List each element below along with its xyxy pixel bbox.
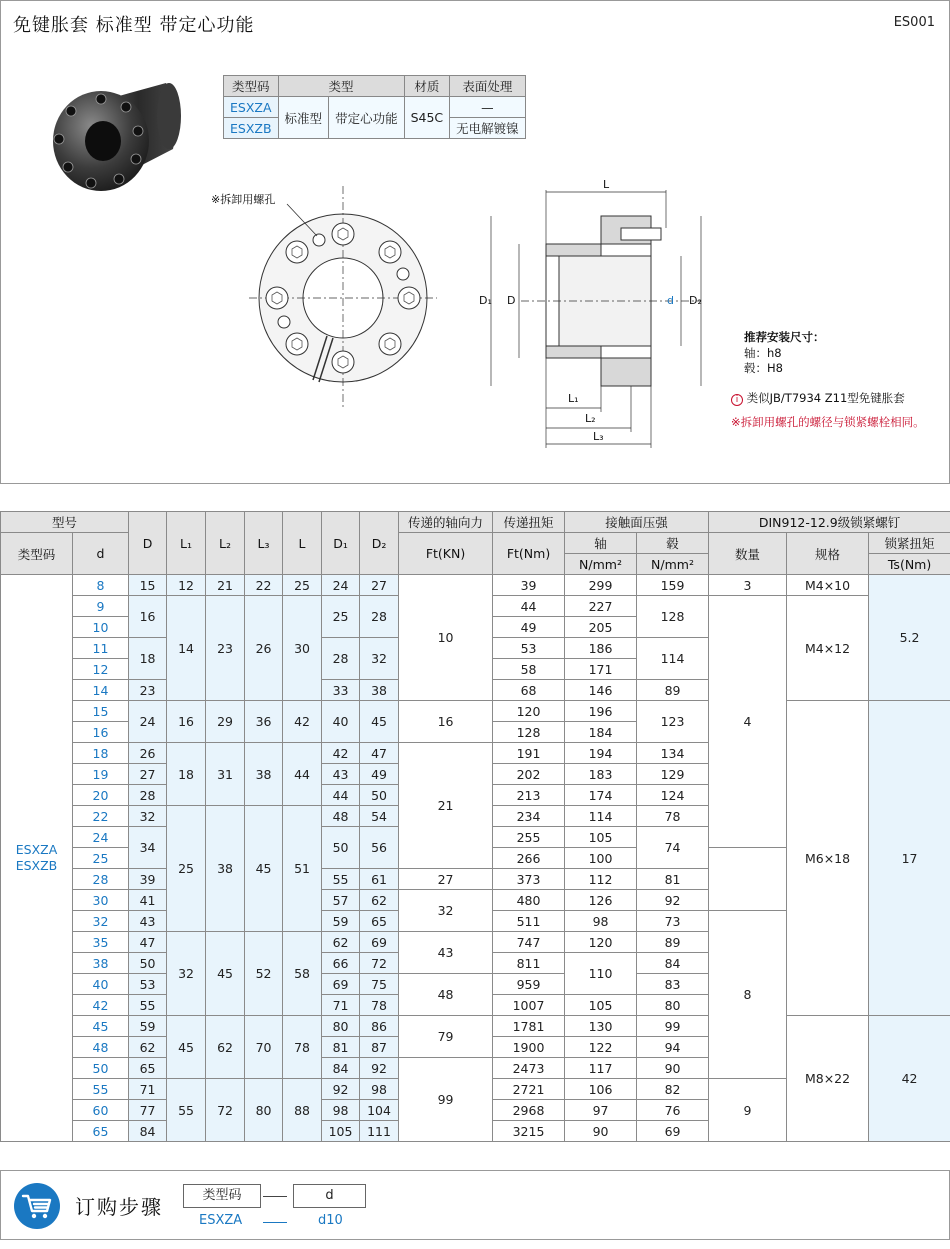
L-cell: 25	[283, 575, 322, 596]
spec-cell: M8×22	[787, 1016, 869, 1142]
th-spec: 规格	[787, 533, 869, 575]
dim-D2: D₂	[689, 294, 702, 307]
d-cell: 38	[73, 953, 129, 974]
hub-pressure-cell: 89	[637, 680, 709, 701]
hub-pressure-cell: 129	[637, 764, 709, 785]
install-hub: 毂：H8	[744, 361, 783, 375]
hub-pressure-cell: 123	[637, 701, 709, 743]
d-cell: 32	[73, 911, 129, 932]
L1-cell: 12	[167, 575, 206, 596]
shaft-pressure-cell: 106	[565, 1079, 637, 1100]
D1-cell: 98	[322, 1100, 360, 1121]
D2-cell: 86	[360, 1016, 399, 1037]
shaft-pressure-cell: 105	[565, 827, 637, 848]
torque-cell: 213	[493, 785, 565, 806]
L2-cell: 29	[206, 701, 245, 743]
dim-D: D	[507, 294, 516, 307]
spec-header-material: 材质	[404, 76, 450, 97]
axial-cell: 32	[399, 890, 493, 932]
D-cell: 53	[129, 974, 167, 995]
hub-pressure-cell: 76	[637, 1100, 709, 1121]
qty-cell: 9	[709, 1079, 787, 1142]
hub-pressure-cell: 73	[637, 911, 709, 932]
D2-cell: 49	[360, 764, 399, 785]
type-code-cell: ESXZA ESXZB	[1, 575, 73, 1142]
L1-cell: 16	[167, 701, 206, 743]
D1-cell: 66	[322, 953, 360, 974]
torque-cell: 2721	[493, 1079, 565, 1100]
D2-cell: 47	[360, 743, 399, 764]
spec-header-type: 类型	[278, 76, 404, 97]
torque-cell: 128	[493, 722, 565, 743]
shaft-pressure-cell: 146	[565, 680, 637, 701]
hub-pressure-cell: 159	[637, 575, 709, 596]
hub-pressure-cell: 81	[637, 869, 709, 890]
removal-note: ※拆卸用螺孔的螺径与锁紧螺栓相同。	[731, 415, 925, 429]
info-icon: i	[731, 394, 743, 406]
d-cell: 28	[73, 869, 129, 890]
order-steps-panel	[0, 1170, 950, 1240]
D2-cell: 72	[360, 953, 399, 974]
install-shaft: 轴：h8	[744, 346, 782, 360]
shaft-pressure-cell: 120	[565, 932, 637, 953]
spec-type-standard: 标准型	[278, 97, 329, 139]
hub-pressure-cell: 82	[637, 1079, 709, 1100]
th-L1: L₁	[167, 512, 206, 575]
shaft-pressure-cell: 98	[565, 911, 637, 932]
th-D: D	[129, 512, 167, 575]
th-shaft: 轴	[565, 533, 637, 554]
hub-pressure-cell: 74	[637, 827, 709, 869]
torque-cell: 234	[493, 806, 565, 827]
torque-cell: 44	[493, 596, 565, 617]
D-cell: 41	[129, 890, 167, 911]
L3-cell: 45	[245, 806, 283, 932]
axial-cell: 99	[399, 1058, 493, 1142]
th-lock-torque: 锁紧扭矩	[869, 533, 950, 554]
D-cell: 24	[129, 701, 167, 743]
d-cell: 60	[73, 1100, 129, 1121]
D-cell: 32	[129, 806, 167, 827]
D2-cell: 75	[360, 974, 399, 995]
th-model: 型号	[1, 512, 129, 533]
qty-cell: 4	[709, 596, 787, 848]
th-ft-nm: Ft(Nm)	[493, 533, 565, 575]
table-row	[1, 1016, 950, 1037]
torque-cell: 120	[493, 701, 565, 722]
d-cell: 20	[73, 785, 129, 806]
spec-code-a: ESXZA	[224, 97, 279, 118]
order-example-code: ESXZA	[199, 1213, 243, 1228]
axial-cell: 48	[399, 974, 493, 1016]
L2-cell: 31	[206, 743, 245, 806]
dim-L1: L₁	[568, 392, 579, 405]
D-cell: 77	[129, 1100, 167, 1121]
torque-cell: 480	[493, 890, 565, 911]
D-cell: 15	[129, 575, 167, 596]
d-cell: 55	[73, 1079, 129, 1100]
table-row	[1, 701, 950, 722]
hub-pressure-cell: 80	[637, 995, 709, 1016]
D2-cell: 32	[360, 638, 399, 680]
th-screw: DIN912-12.9级锁紧螺钉	[709, 512, 950, 533]
L3-cell: 26	[245, 596, 283, 701]
th-D2: D₂	[360, 512, 399, 575]
product-photo	[41, 71, 191, 211]
th-torque: 传递扭矩	[493, 512, 565, 533]
th-hub: 毂	[637, 533, 709, 554]
dim-L2: L₂	[585, 412, 596, 425]
L3-cell: 38	[245, 743, 283, 806]
install-title: 推荐安装尺寸：	[744, 330, 825, 344]
L-cell: 58	[283, 932, 322, 1016]
torque-cell: 53	[493, 638, 565, 659]
D1-cell: 80	[322, 1016, 360, 1037]
d-cell: 48	[73, 1037, 129, 1058]
torque-cell: 39	[493, 575, 565, 596]
order-title: 订购步骤	[75, 1195, 163, 1219]
D-cell: 26	[129, 743, 167, 764]
th-L: L	[283, 512, 322, 575]
torque-cell: 2968	[493, 1100, 565, 1121]
shaft-pressure-cell: 171	[565, 659, 637, 680]
axial-cell: 27	[399, 869, 493, 890]
shaft-pressure-cell: 299	[565, 575, 637, 596]
D2-cell: 78	[360, 995, 399, 1016]
D2-cell: 50	[360, 785, 399, 806]
torque-cell: 255	[493, 827, 565, 848]
order-example-d: d10	[318, 1213, 343, 1228]
th-D1: D₁	[322, 512, 360, 575]
order-example-dash	[263, 1222, 287, 1223]
qty-cell: 3	[709, 575, 787, 596]
D-cell: 28	[129, 785, 167, 806]
spec-surface-a: —	[450, 97, 526, 118]
th-ts: Ts(Nm)	[869, 554, 950, 575]
qty-cell: 8	[709, 911, 787, 1079]
hub-pressure-cell: 134	[637, 743, 709, 764]
torque-cell: 266	[493, 848, 565, 869]
D1-cell: 81	[322, 1037, 360, 1058]
spec-code-b: ESXZB	[224, 118, 279, 139]
L1-cell: 45	[167, 1016, 206, 1079]
D2-cell: 87	[360, 1037, 399, 1058]
D1-cell: 55	[322, 869, 360, 890]
torque-cell: 202	[493, 764, 565, 785]
th-axial: 传递的轴向力	[399, 512, 493, 533]
D-cell: 16	[129, 596, 167, 638]
d-cell: 42	[73, 995, 129, 1016]
D2-cell: 56	[360, 827, 399, 869]
th-ft-kn: Ft(KN)	[399, 533, 493, 575]
L2-cell: 45	[206, 932, 245, 1016]
th-pressure: 接触面压强	[565, 512, 709, 533]
D1-cell: 40	[322, 701, 360, 743]
d-cell: 9	[73, 596, 129, 617]
L-cell: 30	[283, 596, 322, 701]
th-L3: L₃	[245, 512, 283, 575]
d-cell: 15	[73, 701, 129, 722]
L-cell: 44	[283, 743, 322, 806]
D1-cell: 59	[322, 911, 360, 932]
technical-drawing	[201, 176, 721, 461]
th-hub-unit: N/mm²	[637, 554, 709, 575]
shaft-pressure-cell: 112	[565, 869, 637, 890]
D1-cell: 92	[322, 1079, 360, 1100]
shaft-pressure-cell: 205	[565, 617, 637, 638]
shaft-pressure-cell: 117	[565, 1058, 637, 1079]
D2-cell: 28	[360, 596, 399, 638]
d-cell: 50	[73, 1058, 129, 1079]
dim-L3: L₃	[593, 430, 604, 443]
spec-table	[223, 75, 526, 139]
hub-pressure-cell: 78	[637, 806, 709, 827]
hub-pressure-cell: 99	[637, 1016, 709, 1037]
L1-cell: 32	[167, 932, 206, 1016]
d-cell: 16	[73, 722, 129, 743]
shaft-pressure-cell: 105	[565, 995, 637, 1016]
hub-pressure-cell: 69	[637, 1121, 709, 1142]
th-L2: L₂	[206, 512, 245, 575]
shaft-pressure-cell: 90	[565, 1121, 637, 1142]
L1-cell: 14	[167, 596, 206, 701]
spec-header-type-code: 类型码	[224, 76, 279, 97]
torque-cell: 511	[493, 911, 565, 932]
similar-note	[731, 390, 905, 406]
torque-cell: 1781	[493, 1016, 565, 1037]
D1-cell: 84	[322, 1058, 360, 1079]
ts-cell: 5.2	[869, 575, 950, 701]
torque-cell: 3215	[493, 1121, 565, 1142]
L2-cell: 21	[206, 575, 245, 596]
dim-D1: D₁	[479, 294, 492, 307]
d-cell: 65	[73, 1121, 129, 1142]
D2-cell: 61	[360, 869, 399, 890]
D-cell: 71	[129, 1079, 167, 1100]
L-cell: 78	[283, 1016, 322, 1079]
torque-cell: 1007	[493, 995, 565, 1016]
spec-type-centering: 带定心功能	[329, 97, 405, 139]
L2-cell: 38	[206, 806, 245, 932]
D2-cell: 104	[360, 1100, 399, 1121]
similar-text: 类似JB/T7934 Z11型免键胀套	[746, 391, 905, 405]
D2-cell: 27	[360, 575, 399, 596]
th-d: d	[73, 533, 129, 575]
shaft-pressure-cell: 227	[565, 596, 637, 617]
D1-cell: 69	[322, 974, 360, 995]
hub-pressure-cell: 124	[637, 785, 709, 806]
torque-cell: 747	[493, 932, 565, 953]
D-cell: 23	[129, 680, 167, 701]
d-cell: 30	[73, 890, 129, 911]
torque-cell: 811	[493, 953, 565, 974]
L3-cell: 22	[245, 575, 283, 596]
order-type-code-box: 类型码	[183, 1184, 261, 1208]
axial-cell: 10	[399, 575, 493, 701]
L1-cell: 18	[167, 743, 206, 806]
L1-cell: 25	[167, 806, 206, 932]
axial-cell: 16	[399, 701, 493, 743]
shaft-pressure-cell: 194	[565, 743, 637, 764]
torque-cell: 373	[493, 869, 565, 890]
removal-hole-label: ※拆卸用螺孔	[211, 193, 276, 206]
D1-cell: 62	[322, 932, 360, 953]
D2-cell: 98	[360, 1079, 399, 1100]
shaft-pressure-cell: 196	[565, 701, 637, 722]
product-code: ES001	[893, 15, 935, 30]
shaft-pressure-cell: 110	[565, 953, 637, 995]
D-cell: 62	[129, 1037, 167, 1058]
spec-cell: M6×18	[787, 701, 869, 1016]
L2-cell: 62	[206, 1016, 245, 1079]
D2-cell: 38	[360, 680, 399, 701]
L-cell: 51	[283, 806, 322, 932]
d-cell: 45	[73, 1016, 129, 1037]
D-cell: 18	[129, 638, 167, 680]
D-cell: 34	[129, 827, 167, 869]
ts-cell: 17	[869, 701, 950, 1016]
D1-cell: 43	[322, 764, 360, 785]
spec-cell: M4×12	[787, 596, 869, 701]
D1-cell: 42	[322, 743, 360, 764]
hub-pressure-cell: 89	[637, 932, 709, 953]
L-cell: 42	[283, 701, 322, 743]
hub-pressure-cell: 128	[637, 596, 709, 638]
L2-cell: 23	[206, 596, 245, 701]
shaft-pressure-cell: 114	[565, 806, 637, 827]
D-cell: 39	[129, 869, 167, 890]
D2-cell: 54	[360, 806, 399, 827]
D2-cell: 62	[360, 890, 399, 911]
D-cell: 47	[129, 932, 167, 953]
dim-d: d	[667, 294, 674, 307]
d-cell: 18	[73, 743, 129, 764]
order-dash	[263, 1196, 287, 1197]
hub-pressure-cell: 84	[637, 953, 709, 974]
d-cell: 19	[73, 764, 129, 785]
hub-pressure-cell: 94	[637, 1037, 709, 1058]
d-cell: 8	[73, 575, 129, 596]
D-cell: 43	[129, 911, 167, 932]
shaft-pressure-cell: 130	[565, 1016, 637, 1037]
D2-cell: 69	[360, 932, 399, 953]
d-cell: 35	[73, 932, 129, 953]
torque-cell: 58	[493, 659, 565, 680]
L-cell: 88	[283, 1079, 322, 1142]
torque-cell: 2473	[493, 1058, 565, 1079]
D-cell: 59	[129, 1016, 167, 1037]
product-info-panel	[0, 0, 950, 484]
D1-cell: 44	[322, 785, 360, 806]
torque-cell: 49	[493, 617, 565, 638]
d-cell: 25	[73, 848, 129, 869]
D1-cell: 71	[322, 995, 360, 1016]
spec-cell: M4×10	[787, 575, 869, 596]
L3-cell: 52	[245, 932, 283, 1016]
shaft-pressure-cell: 97	[565, 1100, 637, 1121]
cart-icon	[14, 1183, 60, 1229]
d-cell: 14	[73, 680, 129, 701]
dimension-table	[0, 511, 950, 1142]
d-cell: 22	[73, 806, 129, 827]
shaft-pressure-cell: 183	[565, 764, 637, 785]
torque-cell: 191	[493, 743, 565, 764]
axial-cell: 21	[399, 743, 493, 869]
hub-pressure-cell: 83	[637, 974, 709, 995]
dim-L: L	[603, 178, 610, 191]
torque-cell: 959	[493, 974, 565, 995]
hub-pressure-cell: 90	[637, 1058, 709, 1079]
L3-cell: 80	[245, 1079, 283, 1142]
hub-pressure-cell: 114	[637, 638, 709, 680]
torque-cell: 68	[493, 680, 565, 701]
d-cell: 11	[73, 638, 129, 659]
D-cell: 55	[129, 995, 167, 1016]
D2-cell: 45	[360, 701, 399, 743]
d-cell: 10	[73, 617, 129, 638]
axial-cell: 43	[399, 932, 493, 974]
L3-cell: 70	[245, 1016, 283, 1079]
L2-cell: 72	[206, 1079, 245, 1142]
D2-cell: 111	[360, 1121, 399, 1142]
shaft-pressure-cell: 186	[565, 638, 637, 659]
shaft-pressure-cell: 184	[565, 722, 637, 743]
th-qty: 数量	[709, 533, 787, 575]
D1-cell: 48	[322, 806, 360, 827]
D1-cell: 25	[322, 596, 360, 638]
ts-cell: 42	[869, 1016, 950, 1142]
axial-cell: 79	[399, 1016, 493, 1058]
L1-cell: 55	[167, 1079, 206, 1142]
D1-cell: 50	[322, 827, 360, 869]
th-type-code: 类型码	[1, 533, 73, 575]
shaft-pressure-cell: 174	[565, 785, 637, 806]
D2-cell: 92	[360, 1058, 399, 1079]
D1-cell: 105	[322, 1121, 360, 1142]
d-cell: 40	[73, 974, 129, 995]
L3-cell: 36	[245, 701, 283, 743]
shaft-pressure-cell: 126	[565, 890, 637, 911]
D-cell: 27	[129, 764, 167, 785]
D-cell: 84	[129, 1121, 167, 1142]
page-title: 免键胀套 标准型 带定心功能	[13, 15, 255, 36]
spec-surface-b: 无电解镀镍	[450, 118, 526, 139]
torque-cell: 1900	[493, 1037, 565, 1058]
D1-cell: 57	[322, 890, 360, 911]
shaft-pressure-cell: 122	[565, 1037, 637, 1058]
D1-cell: 24	[322, 575, 360, 596]
spec-header-surface: 表面处理	[450, 76, 526, 97]
D-cell: 50	[129, 953, 167, 974]
D-cell: 65	[129, 1058, 167, 1079]
table-row	[1, 575, 950, 596]
th-shaft-unit: N/mm²	[565, 554, 637, 575]
d-cell: 24	[73, 827, 129, 848]
D1-cell: 33	[322, 680, 360, 701]
d-cell: 12	[73, 659, 129, 680]
hub-pressure-cell: 92	[637, 890, 709, 911]
order-d-box: d	[293, 1184, 366, 1208]
spec-material: S45C	[404, 97, 450, 139]
D1-cell: 28	[322, 638, 360, 680]
shaft-pressure-cell: 100	[565, 848, 637, 869]
D2-cell: 65	[360, 911, 399, 932]
